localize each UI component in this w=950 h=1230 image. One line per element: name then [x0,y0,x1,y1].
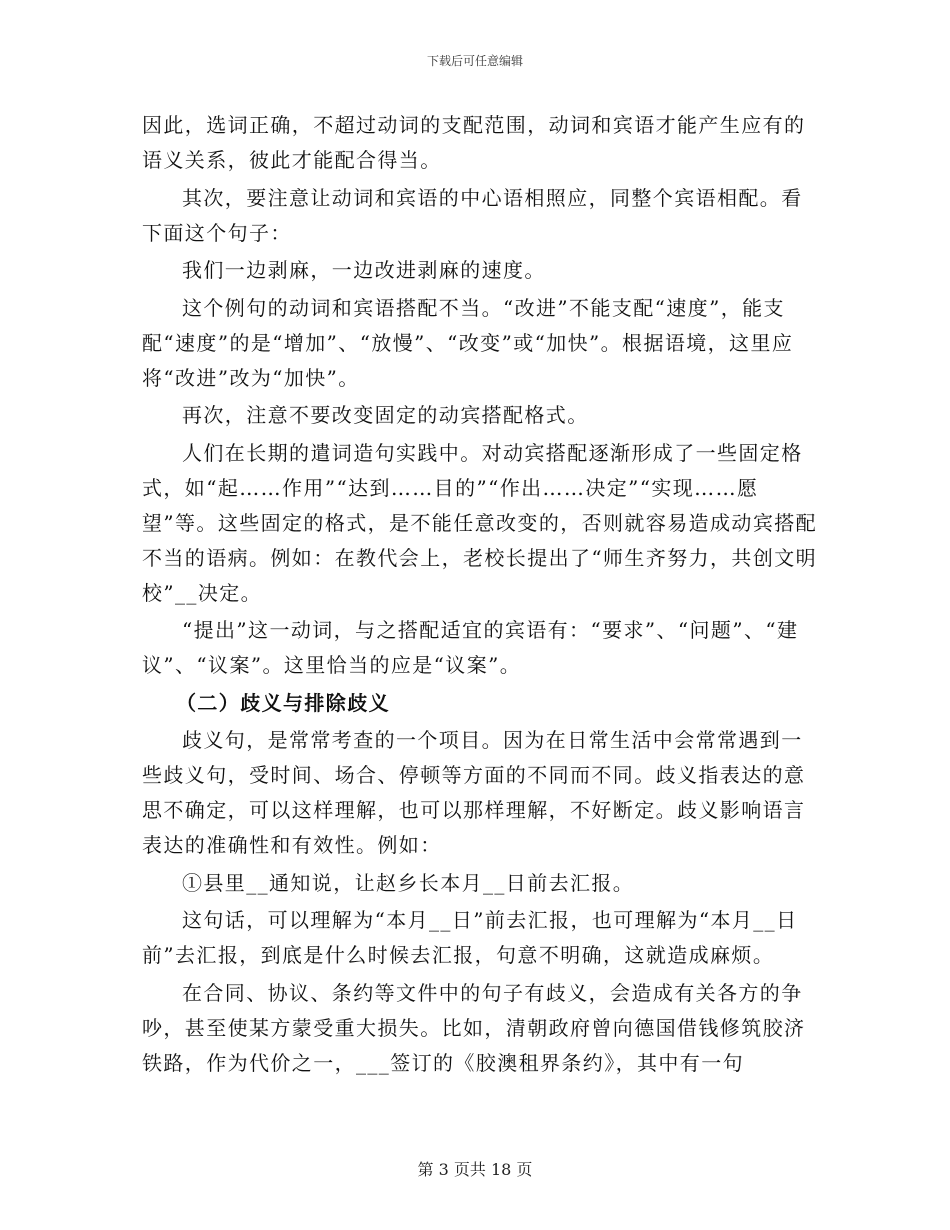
paragraph-11: 这句话，可以理解为“本月__日”前去汇报，也可理解为“本月__日前”去汇报，到底是什么时候去汇报，句意不明确，这就造成麻烦。 [142,908,798,967]
section-heading: （二）歧义与排除歧义 [176,690,390,715]
paragraph-1: 因此，选词正确，不超过动词的支配范围，动词和宾语才能产生应有的语义关系，彼此才能配合得当。 [142,113,806,172]
paragraph-6: 人们在长期的遣词造句实践中。对动宾搭配逐渐形成了一些固定格式，如“起……作用”“达到……目的”“作出……决定”“实现……愿望”等。这些固定的格式，是不能任意改变的，否则就容易造成动宾搭配不当的语病。例如：在教代会上，老校长提出了“师生齐努力，共创文明校”__决定。 [142,440,818,605]
paragraph-7: “提出”这一动词，与之搭配适宜的宾语有：“要求”、“问题”、“建议”、“议案”。这里恰当的应是“议案”。 [142,618,799,677]
paragraph-10: ①县里__通知说，让赵乡长本月__日前去汇报。 [182,870,635,895]
paragraph-3: 我们一边剥麻，一边改进剥麻的速度。 [182,258,546,282]
page-header: 下载后可任意编辑 [426,54,523,68]
paragraph-9: 歧义句，是常常考查的一个项目。因为在日常生活中会常常遇到一些歧义句，受时间、场合、停顿等方面的不同而不同。歧义指表达的意思不确定，可以这样理解，也可以那样理解，不好断定。歧义影响语言表达的准确性和有效性。例如： [142,728,806,857]
paragraph-2: 其次，要注意让动词和宾语的中心语相照应，同整个宾语相配。看下面这个句子： [142,185,803,245]
page-footer: 第 3 页共 18 页 [417,1160,533,1179]
paragraph-4: 这个例句的动词和宾语搭配不当。“改进”不能支配“速度”，能支配“速度”的是“增加”、“放慢”、“改变”或“加快”。根据语境，这里应将“改进”改为“加快”。 [142,295,794,390]
paragraph-5: 再次，注意不要改变固定的动宾搭配格式。 [182,403,589,427]
paragraph-12: 在合同、协议、条约等文件中的句子有歧义，会造成有关各方的争吵，甚至使某方蒙受重大损失。比如，清朝政府曾向德国借钱修筑胶济铁路，作为代价之一，___签订的《胶澳租界条约》，其中有一句 [142,980,806,1075]
body-text [142,108,818,1083]
